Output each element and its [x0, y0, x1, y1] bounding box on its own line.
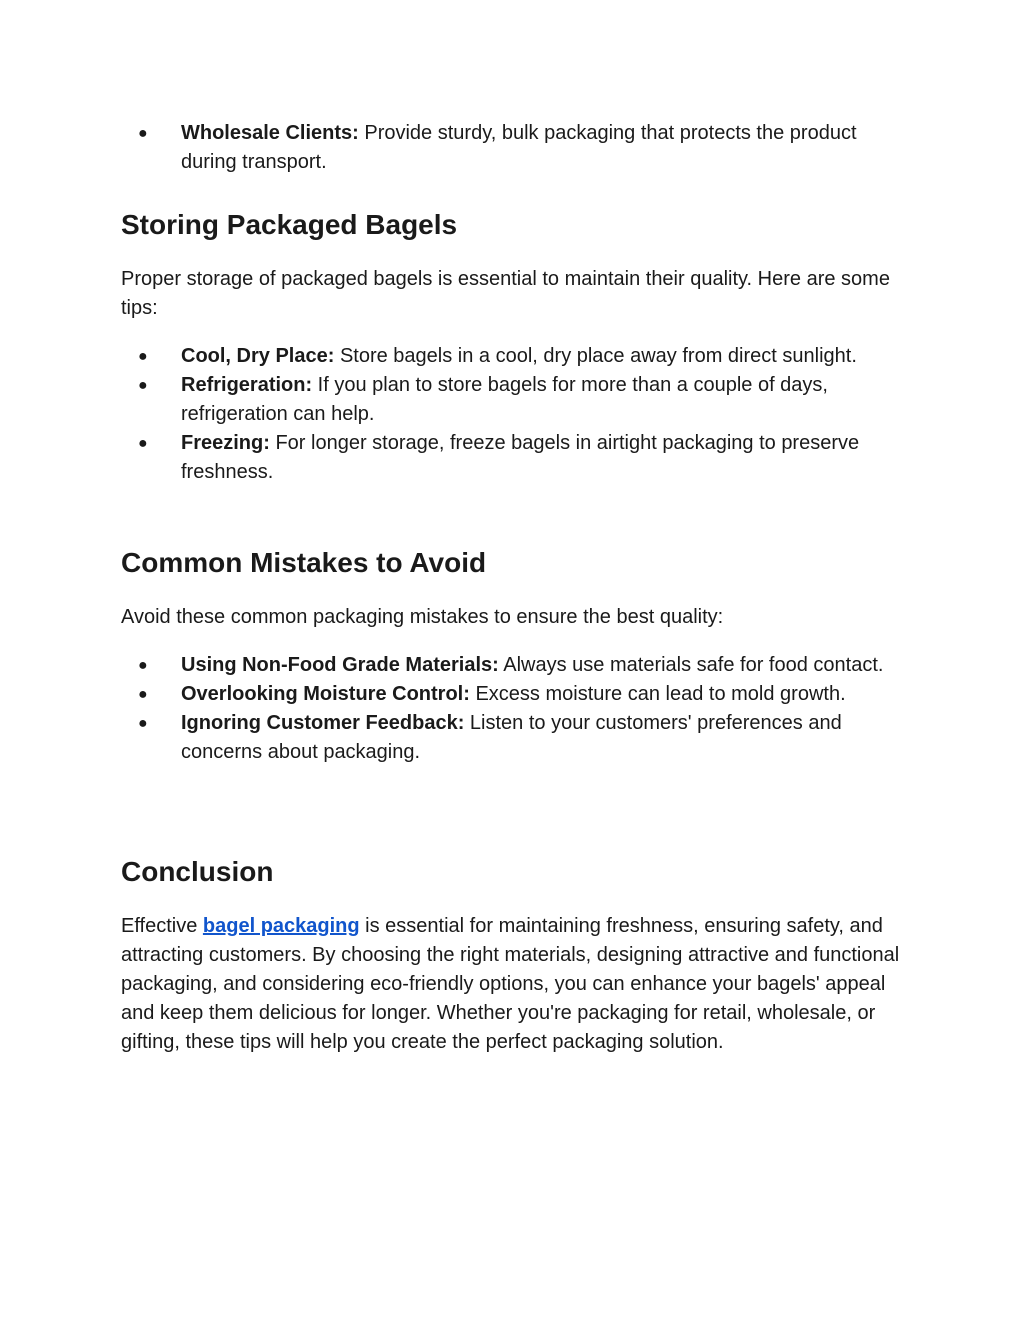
- list-item: [121, 709, 911, 767]
- bullet-icon: ●: [138, 657, 148, 674]
- item-text: Always use materials safe for food contact.: [498, 654, 884, 676]
- bullet-icon: ●: [138, 715, 148, 732]
- item-label: Wholesale Clients:: [181, 122, 359, 144]
- bullet-icon: ●: [138, 348, 148, 365]
- list-item: [121, 429, 911, 487]
- item-text: If you plan to store bagels for more than a couple of days, refrigeration can help.: [181, 374, 828, 425]
- conclusion-paragraph: [121, 912, 911, 1057]
- wholesale-list: [121, 119, 911, 177]
- conclusion-text-start: Effective: [121, 915, 203, 937]
- storing-tips-list: [121, 342, 911, 487]
- item-text: Excess moisture can lead to mold growth.: [469, 683, 846, 705]
- conclusion-text-rest: is essential for maintaining freshness, ensuring safety, and attracting customers. By choosing the right materials, designing attractive and functional packaging, and considering eco-friendly options, you can enhance your bagels' appeal and keep them delicious for longer. Whether you're packaging for retail, wholesale, or gifting, these tips will help you create the perfect packaging solution.: [121, 915, 900, 1053]
- mistakes-intro: Avoid these common packaging mistakes to ensure the best quality:: [121, 606, 724, 628]
- item-label: Cool, Dry Place:: [181, 345, 335, 367]
- list-item: [121, 680, 911, 709]
- item-text: Listen to your customers' preferences and concerns about packaging.: [181, 712, 842, 763]
- section-heading-mistakes: Common Mistakes to Avoid: [121, 547, 487, 578]
- mistakes-list: [121, 651, 911, 767]
- storing-intro: Proper storage of packaged bagels is essential to maintain their quality. Here are some tips:: [121, 268, 890, 319]
- list-item: [121, 342, 911, 371]
- item-label: Ignoring Customer Feedback:: [181, 712, 465, 734]
- bullet-icon: ●: [138, 125, 148, 142]
- item-label: Using Non-Food Grade Materials:: [181, 654, 499, 676]
- item-label: Refrigeration:: [181, 374, 313, 396]
- bullet-icon: ●: [138, 435, 148, 452]
- list-item: [121, 651, 911, 680]
- item-label: Freezing:: [181, 432, 270, 454]
- list-item: [121, 371, 911, 429]
- bagel-packaging-link[interactable]: bagel packaging: [202, 915, 360, 937]
- item-text: Store bagels in a cool, dry place away from direct sunlight.: [334, 345, 857, 367]
- item-label: Overlooking Moisture Control:: [181, 683, 470, 705]
- section-heading-storing: Storing Packaged Bagels: [121, 209, 458, 240]
- item-text: Provide sturdy, bulk packaging that protects the product during transport.: [181, 122, 857, 173]
- bullet-icon: ●: [138, 686, 148, 703]
- list-item: [121, 119, 911, 177]
- item-text: For longer storage, freeze bagels in airtight packaging to preserve freshness.: [181, 432, 860, 483]
- section-heading-conclusion: Conclusion: [121, 856, 274, 887]
- bullet-icon: ●: [138, 377, 148, 394]
